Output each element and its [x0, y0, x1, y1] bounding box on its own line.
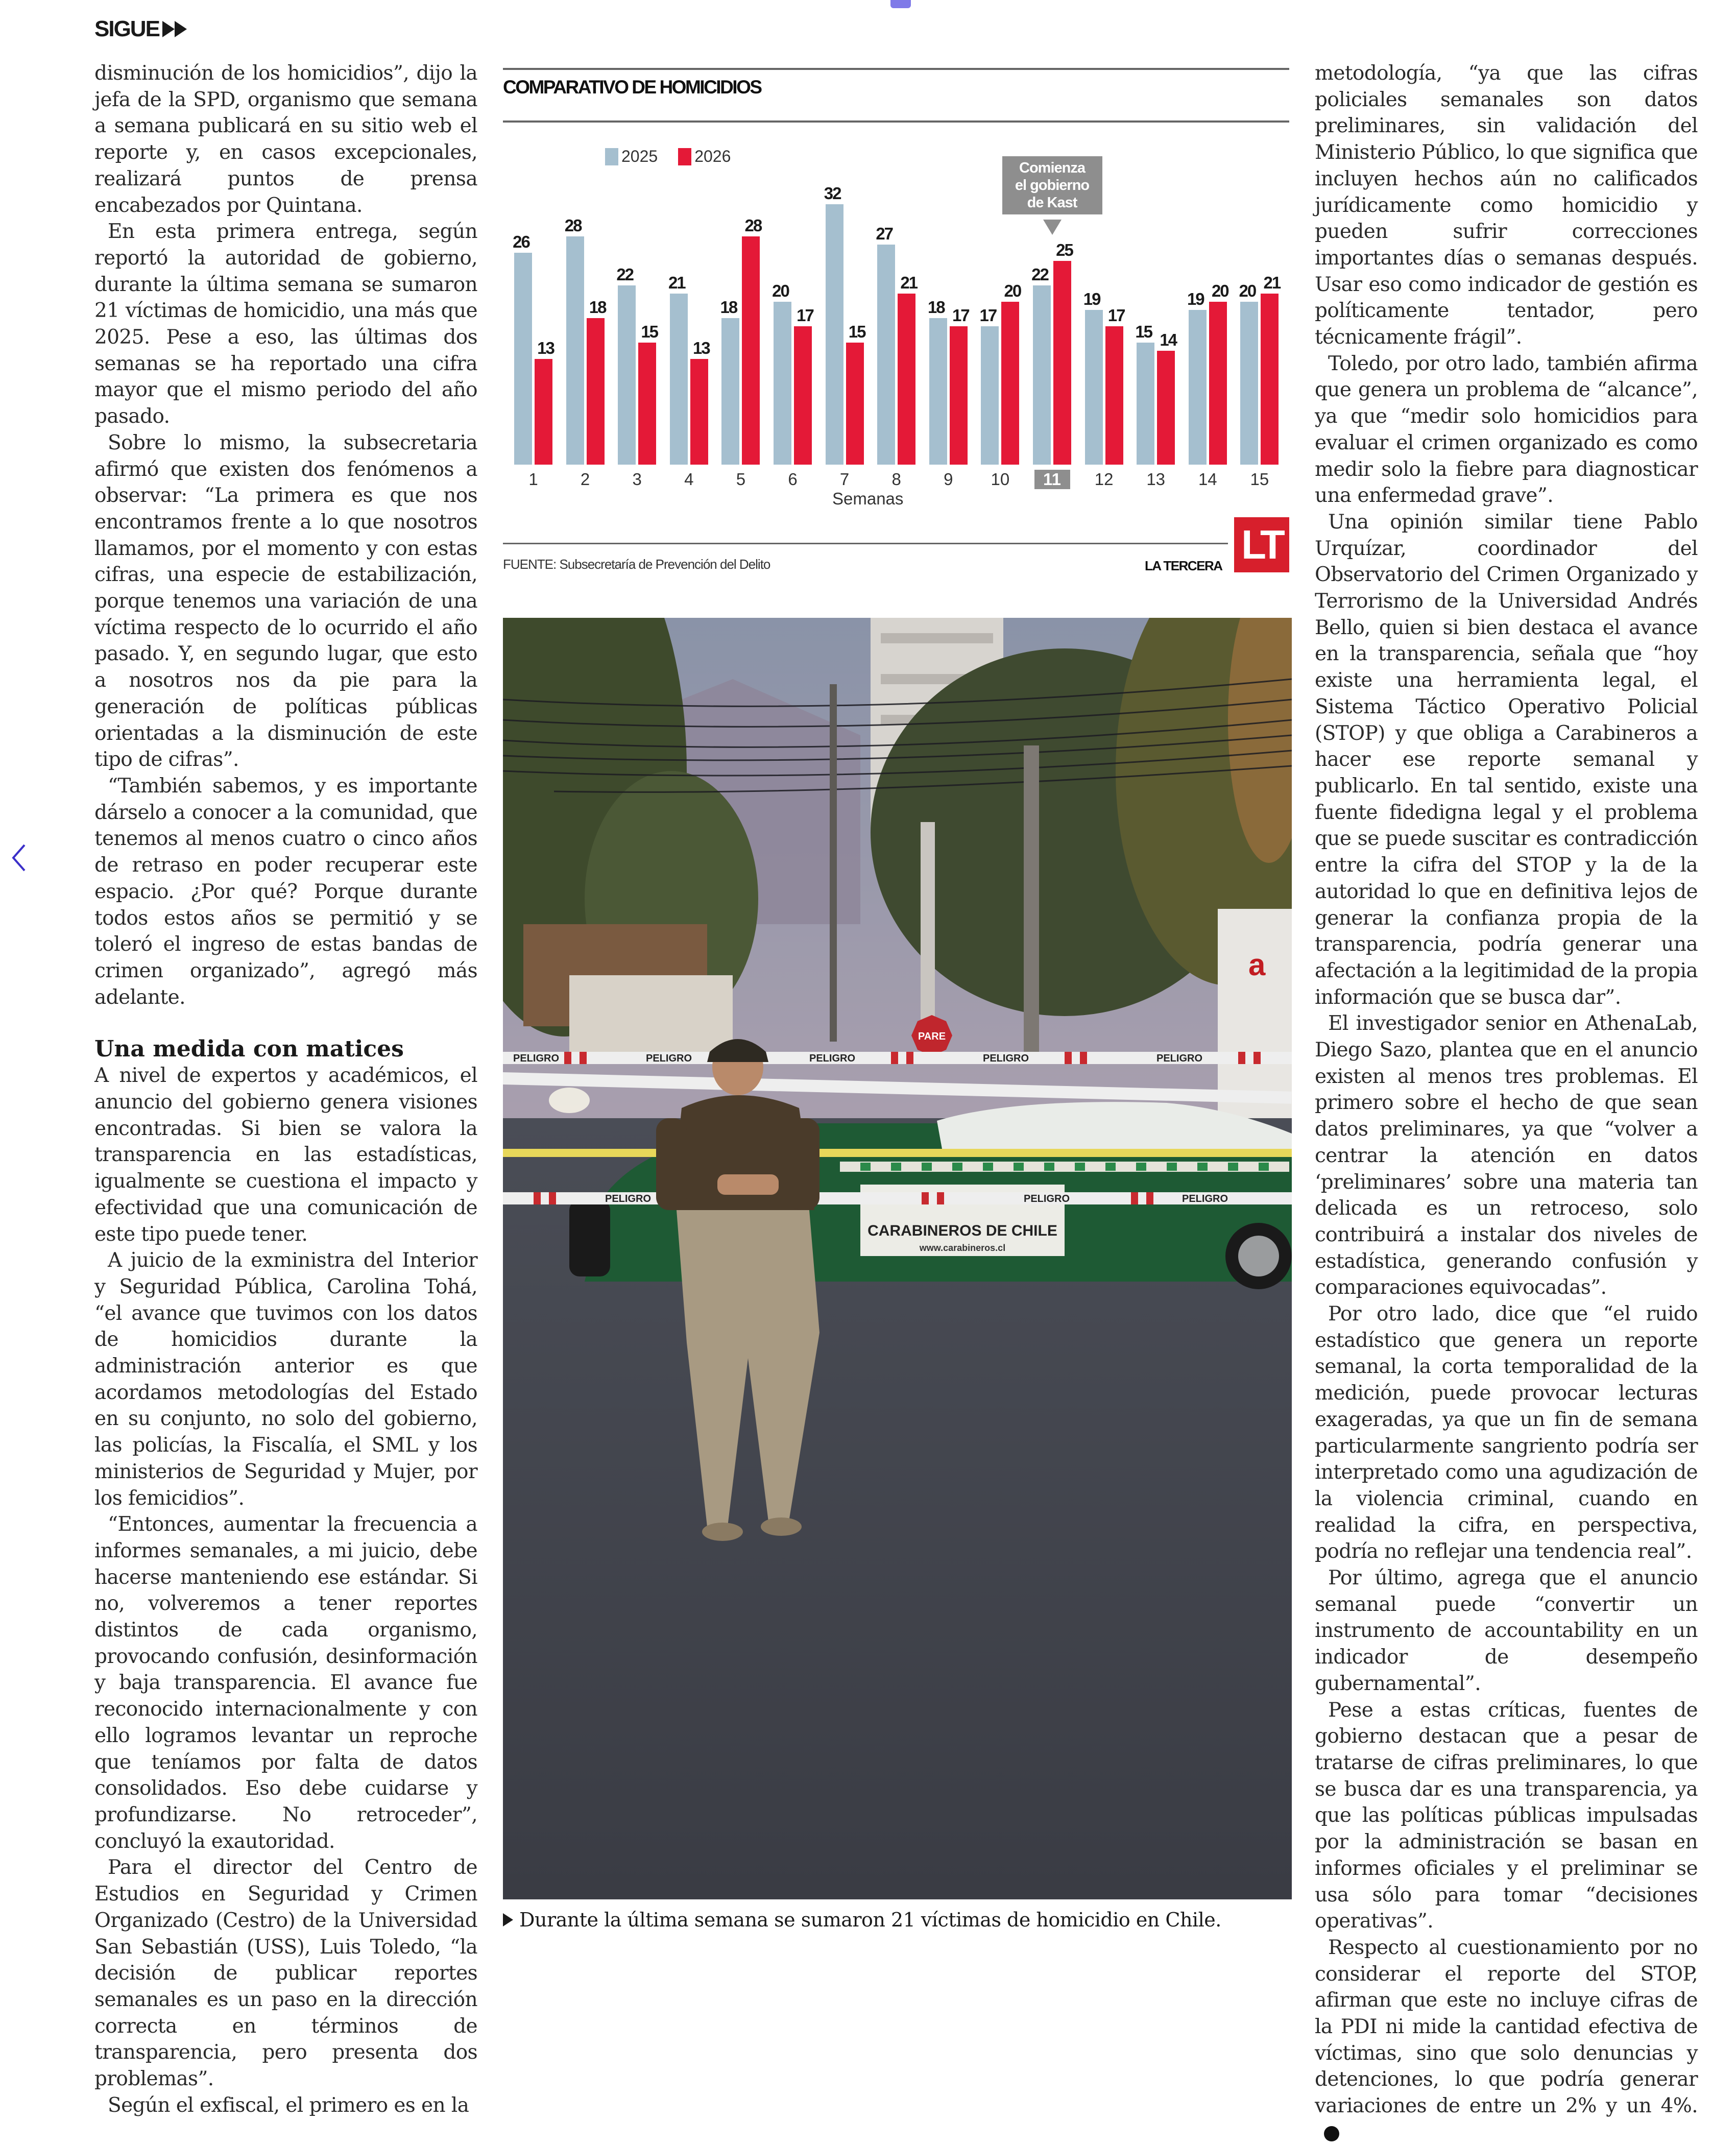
bar-value-label: 21 [900, 273, 918, 293]
bar-2026-week-7 [846, 343, 864, 465]
photo-caption [503, 1909, 1221, 1931]
bar-2025-week-8 [877, 245, 895, 465]
svg-text:PELIGRO: PELIGRO [1024, 1193, 1070, 1204]
callout-pointer [1043, 220, 1062, 235]
paragraph: Por otro lado, dice que “el ruido estadístico que genera un reporte semanal, la corta temporalidad de la medición, puede provocar lecturas exageradas, ya que un fin de semana particularmente sangriento podría ser interpretado como una agudización de la violencia criminal, cuando en realidad la cifra, en perspectiva, podría no reflejar una tendencia real”. [1315, 1303, 1698, 1563]
svg-text:PELIGRO: PELIGRO [513, 1053, 560, 1064]
paragraph: Para el director del Centro de Estudios en Seguridad y Crimen Organizado (Cestro) de la Universidad San Sebastián (USS), Luis Toledo, “la decisión de publicar reportes semanales es un paso en la dirección correcta en términos de transparencia, pero presenta dos problemas”. [94, 1856, 477, 2091]
homicide-comparison-chart [503, 65, 1289, 576]
bar-2025-week-13 [1137, 343, 1154, 465]
bar-2026-week-1 [535, 359, 552, 465]
callout-line: el gobierno [1015, 177, 1090, 194]
svg-text:PELIGRO: PELIGRO [1156, 1053, 1203, 1064]
bar-2026-week-10 [1001, 302, 1019, 465]
x-tick-week-2: 2 [580, 470, 590, 489]
bar-2026-week-13 [1157, 351, 1175, 465]
paragraph: Pese a estas críticas, fuentes de gobierno destacan que a pesar de tratarse de cifras preliminares, lo que se busca dar es una transparencia, ya que las políticas públicas impulsadas por la administración se basan en informes oficiales y el preliminar se usa sólo para tomar “decisiones operativas”. [1315, 1698, 1698, 1933]
bar-2025-week-12 [1085, 310, 1103, 465]
paragraph: A juicio de la exministra del Interior y Seguridad Pública, Carolina Tohá, “el avance que tuvimos con los datos de homicidios durante la administración anterior es que acordamos metodologías del Estado en su conjunto, no solo del gobierno, las policías, la Fiscalía, el SML y los ministerios de Seguridad y Mujer, por los femicidios”. [94, 1249, 477, 1510]
bar-2025-week-7 [826, 204, 843, 465]
chart-source: FUENTE: Subsecretaría de Prevención del Delito [503, 557, 770, 572]
bar-2025-week-1 [514, 253, 532, 465]
bar-2025-week-15 [1240, 302, 1258, 465]
bar-2025-week-14 [1189, 310, 1207, 465]
bar-2025-week-5 [721, 318, 739, 465]
bar-2026-week-11 [1053, 261, 1071, 465]
bar-value-label: 13 [537, 338, 554, 357]
svg-text:a: a [1248, 948, 1266, 982]
bar-value-label: 26 [513, 232, 529, 252]
bar-value-label: 28 [744, 216, 762, 235]
double-arrow-icon [162, 21, 187, 37]
paragraph [1315, 1935, 1698, 2146]
bar-value-label: 20 [1239, 281, 1256, 300]
paragraph: En esta primera entrega, según reportó la autoridad de gobierno, durante la última semana se sumaron 21 víctimas de homicidio, una más que 2025. Pese a eso, las últimas dos semanas se ha reportado una cifra mayor que el mismo periodo del año pasado. [94, 220, 477, 428]
legend-label-2026: 2026 [694, 147, 731, 165]
paragraph: El investigador senior en AthenaLab, Diego Sazo, plantea que en el anuncio existen al menos tres problemas. El primero sobre el hecho de que sean datos preliminares, ya que “volver a centrar la atención en datos ‘preliminares’ sobre una materia tan delicada es un retroceso, solo contribuirá a instalar dos niveles de estadística, generando confusión y comparaciones equivocadas”. [1315, 1012, 1698, 1299]
caption-arrow-icon [503, 1913, 513, 1926]
svg-text:PELIGRO: PELIGRO [605, 1193, 652, 1204]
legend-label-2025: 2025 [621, 147, 658, 165]
bar-value-label: 25 [1056, 240, 1073, 260]
bar-2025-week-10 [981, 326, 999, 465]
bar-value-label: 21 [668, 273, 685, 293]
x-tick-week-6: 6 [788, 470, 798, 489]
bar-2025-week-4 [670, 294, 688, 465]
caption-text: Durante la última semana se sumaron 21 víctimas de homicidio en Chile. [519, 1909, 1221, 1931]
bar-value-label: 18 [589, 297, 606, 317]
bar-value-label: 14 [1160, 330, 1177, 349]
x-tick-week-1: 1 [528, 470, 538, 489]
bar-value-label: 13 [692, 338, 710, 357]
x-tick-week-11: 11 [1034, 470, 1070, 489]
bar-value-label: 17 [1107, 305, 1125, 325]
bar-value-label: 15 [641, 322, 658, 341]
bar-2026-week-15 [1261, 294, 1279, 465]
paragraph: Toledo, por otro lado, también afirma que genera un problema de “alcance”, ya que “medir solo homicidios para evaluar el crimen organizado es como medir solo la fiebre para diagnosticar una enfermedad grave”. [1315, 352, 1698, 508]
bar-value-label: 20 [1004, 281, 1021, 300]
end-of-article-icon [1324, 2126, 1339, 2141]
bar-2025-week-6 [774, 302, 791, 465]
bar-2025-week-3 [618, 285, 636, 465]
svg-text:PELIGRO: PELIGRO [1182, 1193, 1228, 1204]
bar-2026-week-5 [742, 236, 760, 465]
bar-2026-week-12 [1105, 326, 1123, 465]
chart-title: COMPARATIVO DE HOMICIDIOS [503, 77, 761, 98]
bar-value-label: 17 [797, 305, 813, 325]
subheading: Una medida con matices [94, 1036, 404, 1063]
x-tick-week-15: 15 [1250, 470, 1269, 489]
brand-name: LA TERCERA [1145, 558, 1222, 573]
article-column-left [94, 60, 477, 2118]
paragraph: Una opinión similar tiene Pablo Urquízar, coordinador del Observatorio del Crimen Organizado y Terrorismo de la Universidad Andrés Bello, quien si bien destaca el avance en la transparencia, señala que “hoy existe una herramienta legal, el Sistema Táctico Operativo Policial (STOP) y que obliga a Carabineros a hacer ese reporte semanal y publicarlo. En tal sentido, existe una fuente fidedigna legal y el problema que se puede suscitar es contradicción entre la cifra del STOP y la de la autoridad lo que en definitiva lejos de generar la confianza propia de la transparencia, podría generar una afectación a la legitimidad de la propia información que se busca dar”. [1315, 510, 1698, 1009]
bar-value-label: 27 [876, 224, 893, 244]
article-column-right [1315, 60, 1698, 2146]
bar-2026-week-4 [690, 359, 708, 465]
bar-2026-week-2 [587, 318, 605, 465]
x-tick-week-13: 13 [1146, 470, 1166, 489]
bar-value-label: 32 [824, 183, 841, 203]
bar-value-label: 22 [616, 265, 634, 284]
x-tick-week-4: 4 [684, 470, 694, 489]
paragraph: disminución de los homicidios”, dijo la jefa de la SPD, organismo que semana a semana publicará en su sitio web el reporte y, en casos excepcionales, realizará puntos de prensa encabezados por Quintana. [94, 62, 477, 217]
paragraph: “También sabemos, y es importante dárselo a conocer a la comunidad, que tenemos al menos cuatro o cinco años de retraso en poder recuperar este espacio. ¿Por qué? Porque durante todos estos años se permitió y se toleró el ingreso de estas bandas de crimen organizado”, agregó más adelante. [94, 774, 477, 1009]
x-tick-week-12: 12 [1094, 470, 1114, 489]
chevron-left-icon[interactable] [9, 840, 30, 876]
bar-2026-week-9 [950, 326, 968, 465]
bar-2026-week-8 [898, 294, 915, 465]
bar-value-label: 21 [1263, 273, 1281, 293]
bar-value-label: 15 [848, 322, 865, 341]
x-tick-week-7: 7 [839, 470, 850, 489]
bar-value-label: 18 [720, 297, 737, 317]
paragraph: A nivel de expertos y académicos, el anuncio del gobierno genera visiones encontradas. Si bien se valora la transparencia en las estadísticas, igualmente se cuestiona el impacto y efectividad que una comunicación de este tipo puede tener. [94, 1064, 477, 1246]
x-axis-label: Semanas [832, 489, 904, 508]
kast-callout [1002, 156, 1102, 214]
paragraph: Según el exfiscal, el primero es en la [108, 2093, 469, 2117]
svg-text:PELIGRO: PELIGRO [646, 1053, 692, 1064]
bar-value-label: 20 [1211, 281, 1228, 300]
x-tick-week-9: 9 [944, 470, 953, 489]
svg-text:PELIGRO: PELIGRO [809, 1053, 856, 1064]
x-tick-week-5: 5 [736, 470, 746, 489]
x-tick-week-8: 8 [891, 470, 901, 489]
paragraph-text: Respecto al cuestionamiento por no considerar el reporte del STOP, afirman que este no incluye cifras de la PDI ni mide la cantidad efectiva de víctimas, sino que solo denuncias y detenciones, lo que podría generar variaciones de entre un 2% y un 4%. [1315, 1936, 1698, 2118]
paragraph: “Entonces, aumentar la frecuencia a informes semanales, a mi juicio, debe hacerse manteniendo ese estándar. Si no, volveremos a tener reportes distintos de cada organismo, provocando confusión, desinformación y baja transparencia. El avance fue reconocido internacionalmente y con ello logramos levantar un reproche que teníamos por falta de datos consolidados. Eso debe cuidarse y profundizarse. No retroceder”, concluyó la exautoridad. [94, 1513, 477, 1853]
bar-2025-week-11 [1033, 285, 1051, 465]
callout-line: de Kast [1027, 195, 1077, 211]
bar-value-label: 19 [1187, 289, 1204, 308]
thumbnail-tab-icon[interactable] [890, 0, 911, 8]
bar-value-label: 20 [772, 281, 789, 300]
bar-2026-week-6 [794, 326, 812, 465]
callout-line: Comienza [1019, 160, 1085, 176]
bar-value-label: 17 [979, 305, 997, 325]
bar-2026-week-3 [638, 343, 656, 465]
bar-value-label: 22 [1031, 265, 1048, 284]
continuation-label: SIGUE [94, 16, 159, 41]
x-tick-week-14: 14 [1198, 470, 1217, 489]
bar-2025-week-2 [566, 236, 584, 465]
paragraph: Sobre lo mismo, la subsecretaria afirmó que existen dos fenómenos a observar: “La primera es que nos encontramos frente a lo que nosotros llamamos, por el momento y con estas cifras, una especie de estabilización, porque tenemos una variación de una víctima respecto de lo ocurrido el año pasado. Y, en segundo lugar, que esto a nosotros nos da pie para la generación de políticas públicas orientadas a la disminución de este tipo de cifras”. [94, 431, 477, 771]
paragraph: Por último, agrega que el anuncio semanal puede “convertir un instrumento de accountability en un indicador de desempeño gubernamental”. [1315, 1566, 1698, 1695]
bar-value-label: 19 [1083, 289, 1100, 308]
svg-text:PARE: PARE [918, 1031, 946, 1042]
la-tercera-logo: LT [1234, 517, 1289, 572]
bar-value-label: 17 [952, 305, 969, 325]
chart-bottom-rule [503, 543, 1228, 544]
paragraph: metodología, “ya que las cifras policiales semanales son datos preliminares, sin validación del Ministerio Público, lo que significa que incluyen hechos aún no calificados jurídicamente como homicidio y pueden sufrir correcciones importantes días o semanas después. Usar eso como indicador de gestión es políticamente tentador, pero técnicamente frágil”. [1315, 62, 1698, 349]
x-tick-week-10: 10 [991, 470, 1010, 489]
bar-value-label: 18 [927, 297, 945, 317]
bar-value-label: 15 [1135, 322, 1152, 341]
continuation-marker [94, 16, 187, 42]
bar-value-label: 28 [564, 216, 582, 235]
svg-text:www.carabineros.cl: www.carabineros.cl [919, 1243, 1006, 1253]
svg-text:PELIGRO: PELIGRO [983, 1053, 1029, 1064]
bar-2026-week-14 [1209, 302, 1227, 465]
x-tick-week-3: 3 [632, 470, 642, 489]
bar-2025-week-9 [929, 318, 947, 465]
news-photo [503, 618, 1292, 1899]
svg-text:CARABINEROS DE CHILE: CARABINEROS DE CHILE [867, 1222, 1057, 1239]
